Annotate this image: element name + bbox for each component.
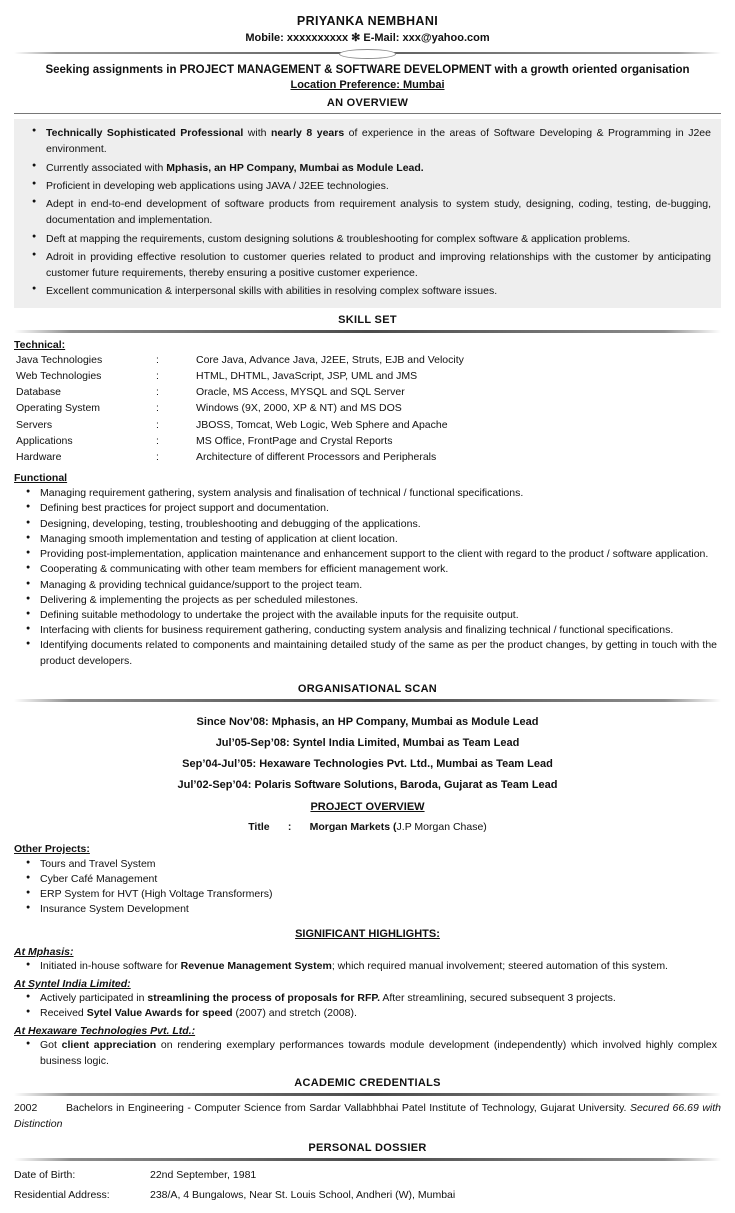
technical-label: Technical: bbox=[14, 338, 66, 351]
skill-colon: : bbox=[156, 402, 159, 415]
skill-colon: : bbox=[156, 369, 159, 382]
skill-value: Windows (9X, 2000, XP & NT) and MS DOS bbox=[196, 402, 402, 415]
highlight-list bbox=[14, 1038, 721, 1068]
list-item: ● Insurance System Development bbox=[40, 902, 721, 917]
page-title: PRIYANKA NEMBHANI bbox=[296, 14, 439, 28]
list-item: ● Received Sytel Value Awards for speed (2007) and stretch (2008). bbox=[40, 1006, 721, 1021]
divider bbox=[14, 1093, 721, 1096]
list-item: ● Interfacing with clients for business requirement gathering, conducting system analysis and finalizing technical / functional specifications. bbox=[40, 623, 721, 638]
overview-box bbox=[14, 119, 721, 308]
highlight-list bbox=[14, 959, 721, 974]
overview-list bbox=[20, 125, 715, 300]
list-item: ● Providing post-implementation, application maintenance and enhancement support to the client with regard to the product / software application. bbox=[40, 547, 721, 562]
divider bbox=[14, 1158, 721, 1161]
list-item: ● Technically Sophisticated Professional with nearly 8 years of experience in the areas of Software Developing & Programming in J2ee environment. bbox=[46, 125, 715, 158]
table-row bbox=[14, 1166, 455, 1185]
skill-key: Operating System bbox=[16, 402, 101, 415]
location-preference: Location Preference: Mumbai bbox=[290, 79, 445, 91]
list-item: ● Cyber Café Management bbox=[40, 872, 721, 887]
other-projects-list bbox=[14, 857, 721, 918]
objective-line: Seeking assignments in PROJECT MANAGEMENT & SOFTWARE DEVELOPMENT with a growth oriented organisation bbox=[45, 64, 690, 76]
org-entry: Jul’02-Sep’04: Polaris Software Solutions, Baroda, Gujarat as Team Lead bbox=[177, 778, 558, 791]
project-title-value-rest: J.P Morgan Chase) bbox=[396, 820, 487, 833]
skill-key: Java Technologies bbox=[16, 353, 103, 366]
table-row bbox=[14, 1186, 455, 1205]
dossier-value: 22nd September, 1981 bbox=[150, 1169, 257, 1182]
list-item: ● Delivering & implementing the projects as per scheduled milestones. bbox=[40, 593, 721, 608]
table-row bbox=[16, 385, 464, 401]
table-row bbox=[16, 434, 464, 450]
table-row bbox=[16, 353, 464, 369]
academic-secured: Secured 66.69 with Distinction bbox=[14, 1101, 721, 1130]
project-title-value: Morgan Markets ( bbox=[309, 820, 397, 833]
skill-key: Servers bbox=[16, 418, 53, 431]
contact-line: Mobile: xxxxxxxxxx ✻ E-Mail: xxx@yahoo.com bbox=[245, 32, 490, 44]
academic-year: 2002 bbox=[14, 1101, 38, 1114]
dossier-value: 238/A, 4 Bungalows, Near St. Louis School, Andheri (W), Mumbai bbox=[150, 1188, 456, 1201]
list-item: ● Tours and Travel System bbox=[40, 857, 721, 872]
list-item: ● ERP System for HVT (High Voltage Transformers) bbox=[40, 887, 721, 902]
list-item: ● Proficient in developing web applications using JAVA / J2EE technologies. bbox=[46, 178, 715, 194]
list-item: ● Defining best practices for project support and documentation. bbox=[40, 501, 721, 516]
list-item: ● Got client appreciation on rendering exemplary performances towards module development (independently) which involved highly complex business logic. bbox=[40, 1038, 721, 1068]
skill-value: Oracle, MS Access, MYSQL and SQL Server bbox=[196, 386, 405, 399]
decorative-divider bbox=[14, 48, 721, 58]
list-item: ● Managing & providing technical guidance/support to the project team. bbox=[40, 578, 721, 593]
highlight-company: At Hexaware Technologies Pvt. Ltd.: bbox=[14, 1025, 196, 1038]
project-title-row bbox=[14, 821, 721, 833]
org-entry: Since Nov’08: Mphasis, an HP Company, Mumbai as Module Lead bbox=[196, 715, 539, 728]
skill-value: Architecture of different Processors and Peripherals bbox=[196, 450, 437, 463]
table-row bbox=[16, 418, 464, 434]
technical-skills-table bbox=[16, 353, 464, 467]
dossier-key: Date of Birth: bbox=[14, 1169, 76, 1182]
highlight-company: At Mphasis: bbox=[14, 945, 74, 958]
list-item: ● Managing requirement gathering, system analysis and finalisation of technical / functional specifications. bbox=[40, 486, 721, 501]
list-item: ● Designing, developing, testing, troubleshooting and debugging of the applications. bbox=[40, 517, 721, 532]
skill-colon: : bbox=[156, 450, 159, 463]
other-projects-label: Other Projects: bbox=[14, 842, 90, 855]
skill-key: Hardware bbox=[16, 450, 62, 463]
list-item: ● Currently associated with Mphasis, an HP Company, Mumbai as Module Lead. bbox=[46, 160, 715, 176]
skill-value: JBOSS, Tomcat, Web Logic, Web Sphere and Apache bbox=[196, 418, 448, 431]
skill-key: Applications bbox=[16, 434, 73, 447]
skill-key: Web Technologies bbox=[16, 369, 102, 382]
project-title-label: Title bbox=[248, 820, 270, 833]
org-entry: Sep’04-Jul’05: Hexaware Technologies Pvt. Ltd., Mumbai as Team Lead bbox=[182, 757, 553, 770]
table-row bbox=[16, 450, 464, 466]
section-title-highlights: SIGNIFICANT HIGHLIGHTS: bbox=[295, 927, 440, 940]
list-item: ● Adept in end-to-end development of software products from requirement analysis to system study, designing, coding, testing, de-bugging, documentation and implementation. bbox=[46, 196, 715, 229]
list-item: ● Initiated in-house software for Revenue Management System; which required manual involvement; steered automation of this system. bbox=[40, 959, 721, 974]
divider bbox=[14, 330, 721, 333]
divider bbox=[14, 113, 721, 114]
project-title-colon: : bbox=[287, 820, 292, 833]
academic-text: Bachelors in Engineering - Computer Science from Sardar Vallabhbhai Patel Institute of Technology, Gujarat University. bbox=[66, 1101, 627, 1114]
divider bbox=[14, 699, 721, 702]
skill-value: MS Office, FrontPage and Crystal Reports bbox=[196, 434, 393, 447]
skill-colon: : bbox=[156, 418, 159, 431]
skill-colon: : bbox=[156, 386, 159, 399]
org-entry: Jul’05-Sep’08: Syntel India Limited, Mumbai as Team Lead bbox=[215, 736, 520, 749]
list-item: ● Identifying documents related to components and maintaining detailed study of the same as per the product changes, by getting in touch with the product developers. bbox=[40, 638, 721, 668]
skill-value: HTML, DHTML, JavaScript, JSP, UML and JMS bbox=[196, 369, 418, 382]
personal-dossier-table bbox=[14, 1166, 455, 1204]
section-title-organisational-scan: ORGANISATIONAL SCAN bbox=[297, 682, 438, 695]
list-item: ● Actively participated in streamlining the process of proposals for RFP. After streamlining, secured subsequent 3 projects. bbox=[40, 991, 721, 1006]
list-item: ● Adroit in providing effective resolution to customer queries related to product and improving relationships with the customer by anticipating customer future requirements, thereby ensuring a positive customer experience. bbox=[46, 249, 715, 282]
section-title-dossier: PERSONAL DOSSIER bbox=[308, 1142, 427, 1155]
section-title-project-overview: PROJECT OVERVIEW bbox=[310, 800, 425, 813]
skill-colon: : bbox=[156, 353, 159, 366]
list-item: ● Excellent communication & interpersonal skills with abilities in resolving complex software issues. bbox=[46, 283, 715, 299]
highlight-company: At Syntel India Limited: bbox=[14, 977, 131, 990]
table-row bbox=[16, 401, 464, 417]
section-title-academics: ACADEMIC CREDENTIALS bbox=[294, 1076, 441, 1089]
list-item: ● Managing smooth implementation and testing of application at client location. bbox=[40, 532, 721, 547]
functional-label: Functional bbox=[14, 472, 68, 485]
dossier-key: Residential Address: bbox=[14, 1188, 110, 1201]
skill-value: Core Java, Advance Java, J2EE, Struts, EJB and Velocity bbox=[196, 353, 464, 366]
skill-colon: : bbox=[156, 434, 159, 447]
table-row bbox=[16, 369, 464, 385]
skill-key: Database bbox=[16, 386, 61, 399]
academic-entry bbox=[14, 1101, 721, 1133]
highlight-list bbox=[14, 991, 721, 1021]
section-title-skillset: SKILL SET bbox=[338, 313, 397, 326]
list-item: ● Deft at mapping the requirements, custom designing solutions & troubleshooting for complex software & application problems. bbox=[46, 231, 715, 247]
functional-list bbox=[14, 486, 721, 669]
list-item: ● Cooperating & communicating with other team members for efficient management work. bbox=[40, 562, 721, 577]
list-item: ● Defining suitable methodology to undertake the project with the available inputs for the requisite output. bbox=[40, 608, 721, 623]
section-title-overview: AN OVERVIEW bbox=[326, 97, 409, 109]
